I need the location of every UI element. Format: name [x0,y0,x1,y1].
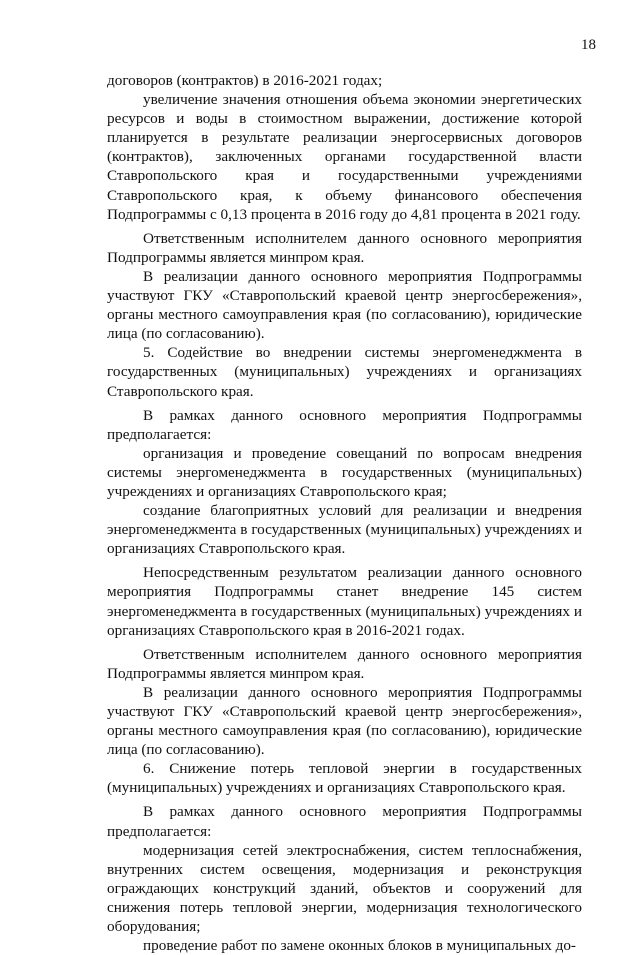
paragraph: В реализации данного основного мероприятия Подпрограммы участвуют ГКУ «Ставропольский краевой центр энергосбережения», органы местного самоуправления края (по согласованию), юридические лица (по согласованию). [107,267,582,343]
page-number: 18 [581,37,596,53]
paragraph: увеличение значения отношения объема экономии энергетических ресурсов и воды в стоимостном выражении, достижение которой планируется в результате реализации энергосервисных договоров (контрактов), заключенных органами государственной власти Ставропольского края и государственными учреждениями Ставропольского края, к объему финансового обеспечения Подпрограммы с 0,13 процента в 2016 году до 4,81 процента в 2021 году. [107,91,582,223]
paragraph: создание благоприятных условий для реализации и внедрения энергоменеджмента в государственных (муниципальных) учреждениях и организациях Ставропольского края. [107,502,582,558]
paragraph: В реализации данного основного мероприятия Подпрограммы участвуют ГКУ «Ставропольский краевой центр энергосбережения», органы местного самоуправления края (по согласованию), юридические лица (по согласованию). [107,683,582,759]
paragraph: Ответственным исполнителем данного основного мероприятия Подпрограммы является минпром края. [107,645,582,682]
paragraph: модернизация сетей электроснабжения, систем теплоснабжения, внутренних систем освещения, модернизация и реконструкция ограждающих конструкций зданий, объектов и сооружений для снижения потерь тепловой энергии, модернизация технологического оборудования; [107,841,582,936]
paragraph: Ответственным исполнителем данного основного мероприятия Подпрограммы является минпром края. [107,229,582,266]
paragraph: договоров (контрактов) в 2016-2021 годах; [107,72,383,89]
paragraph: В рамках данного основного мероприятия Подпрограммы предполагается: [107,406,582,443]
body-text [107,71,582,955]
paragraph: 5. Содействие во внедрении системы энергоменеджмента в государственных (муниципальных) учреждениях и организациях Ставропольского края. [107,344,582,400]
paragraph: В рамках данного основного мероприятия Подпрограммы предполагается: [107,803,582,840]
paragraph: 6. Снижение потерь тепловой энергии в государственных (муниципальных) учреждениях и организациях Ставропольского края. [107,760,582,797]
paragraph: Непосредственным результатом реализации данного основного мероприятия Подпрограммы станет внедрение 145 систем энергоменеджмента в государственных (муниципальных) учреждениях и организациях Ставропольского края в 2016-2021 годах. [107,564,582,639]
paragraph: организация и проведение совещаний по вопросам внедрения системы энергоменеджмента в государственных (муниципальных) учреждениях и организациях Ставропольского края; [107,444,582,500]
paragraph: проведение работ по замене оконных блоков в муниципальных до- [143,937,576,955]
